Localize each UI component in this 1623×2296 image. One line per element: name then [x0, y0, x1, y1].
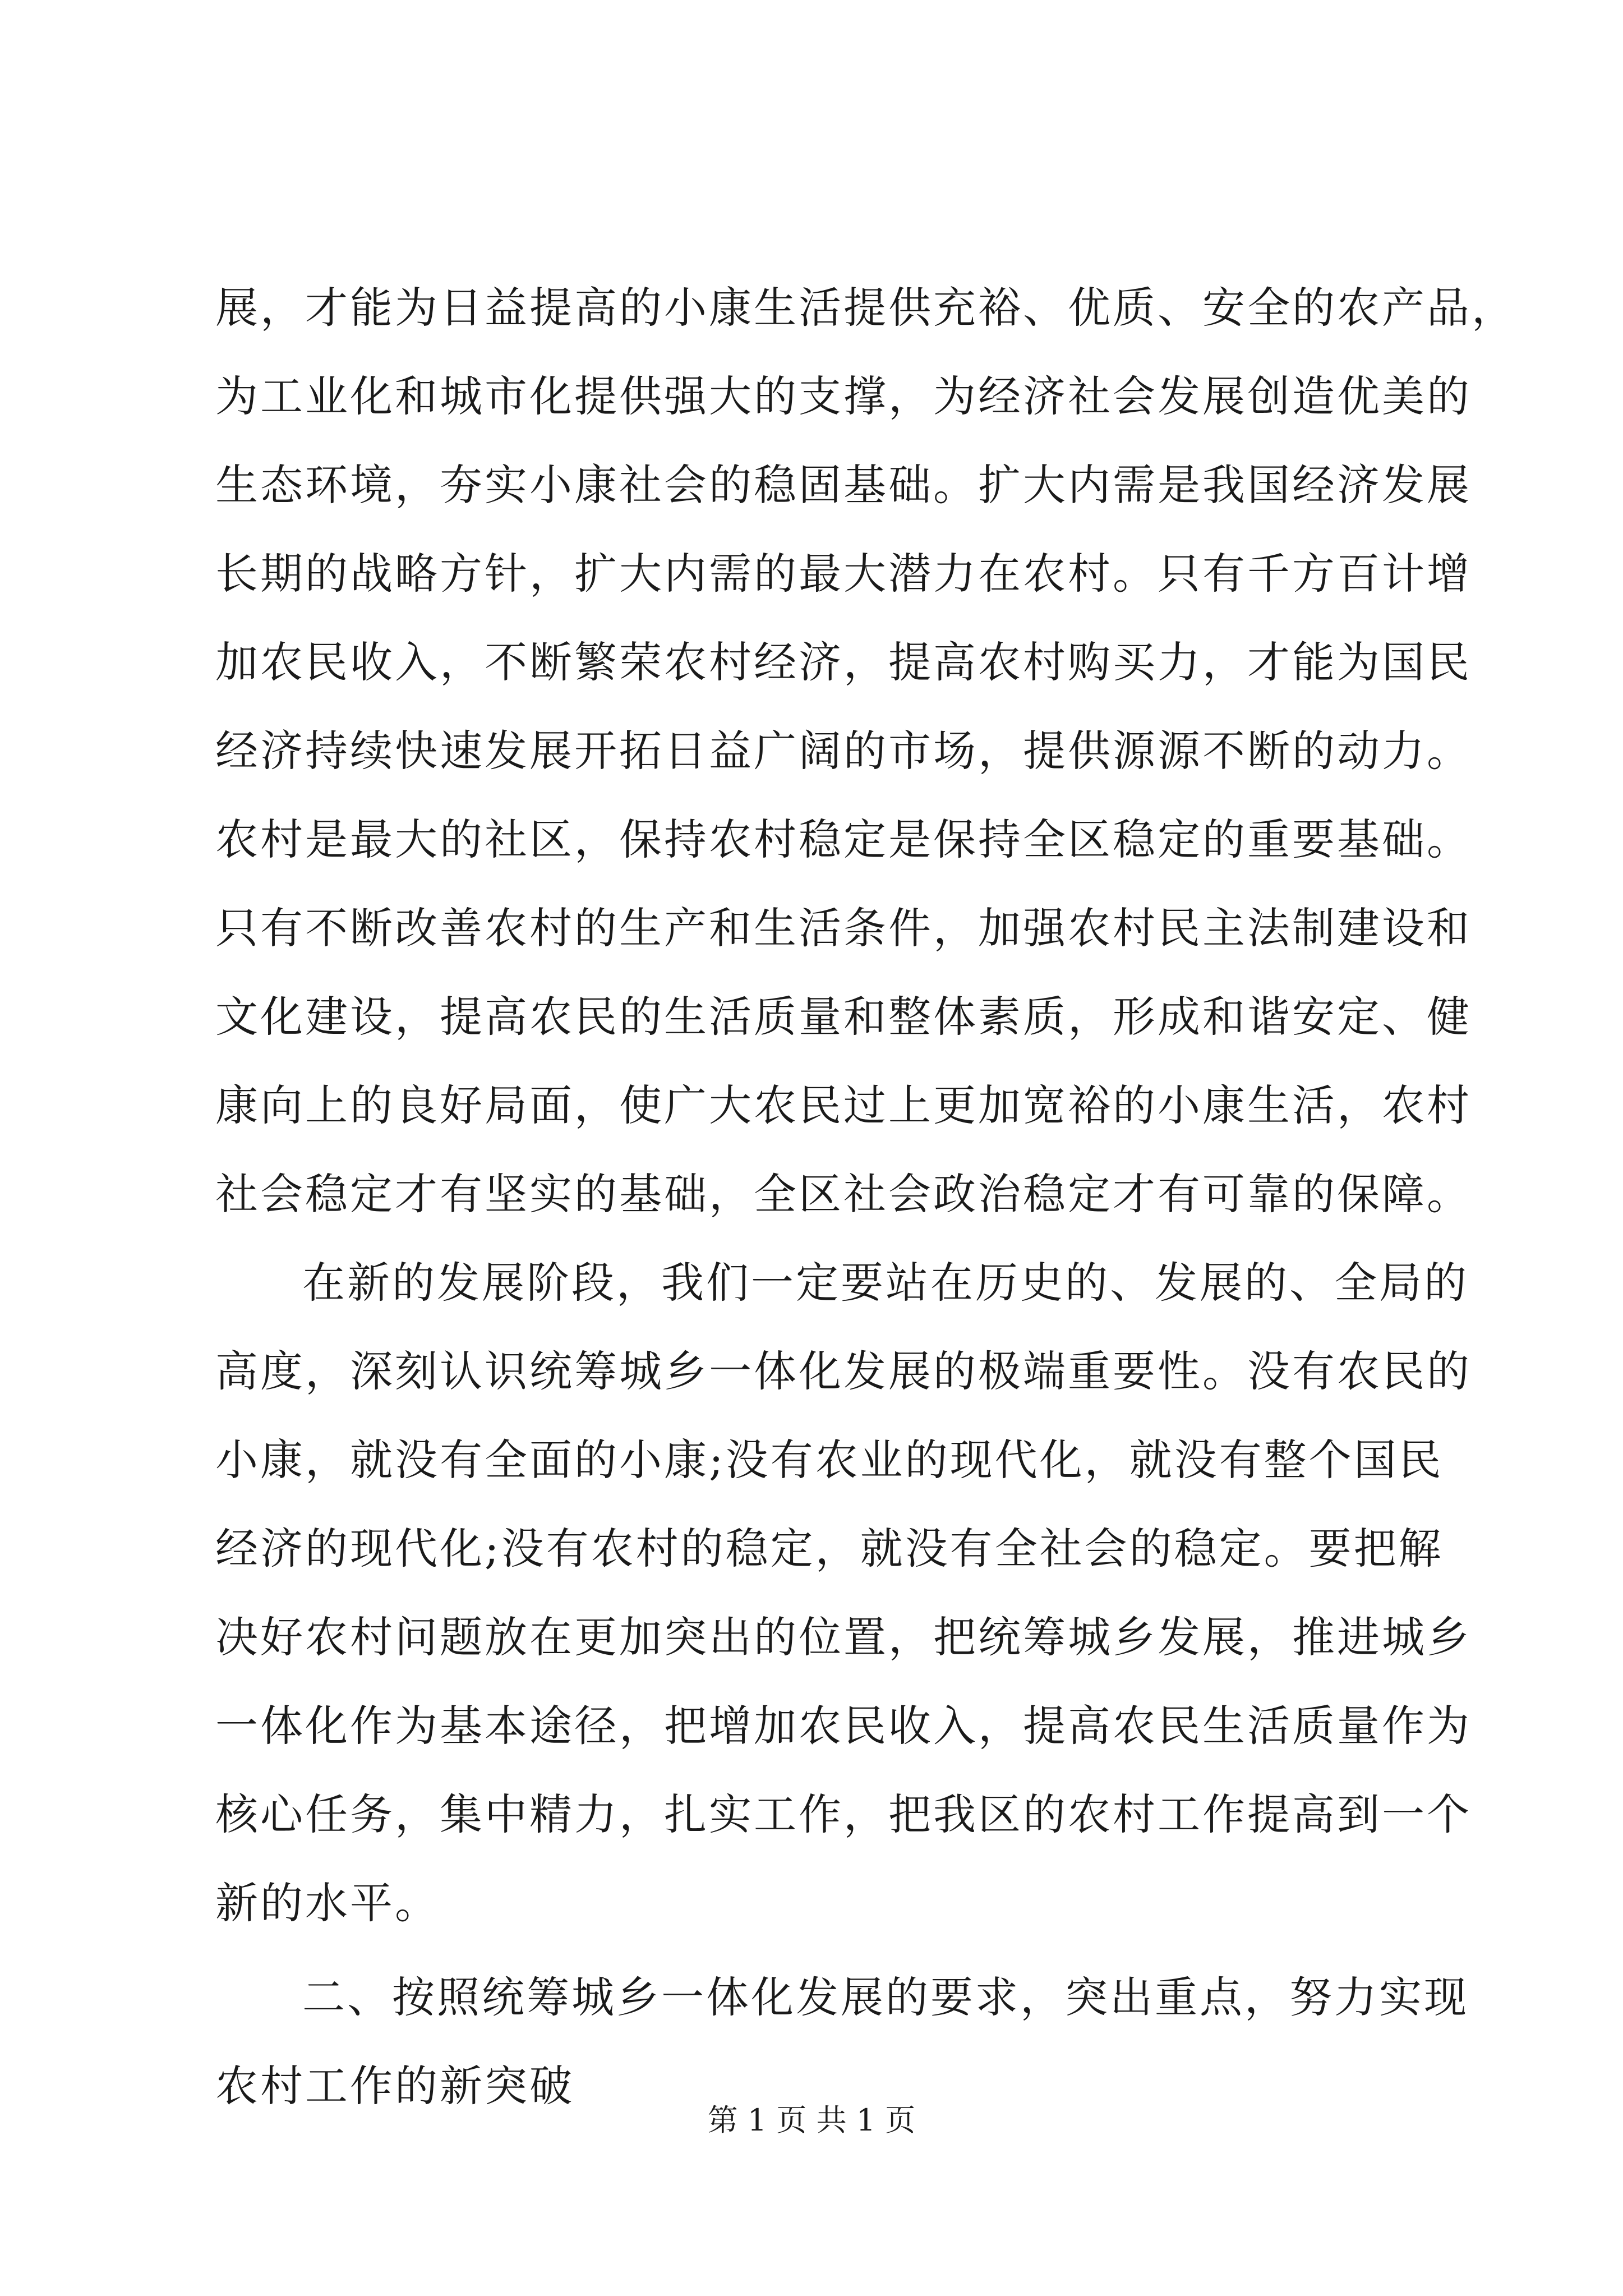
paragraph-1-line-3: 生态环境，夯实小康社会的稳固基础。扩大内需是我国经济发展: [215, 460, 1472, 510]
paragraph-2-line-5: 决好农村问题放在更加突出的位置，把统筹城乡发展，推进城乡: [215, 1612, 1472, 1662]
paragraph-2-line-4: 经济的现代化;没有农村的稳定，就没有全社会的稳定。要把解: [215, 1524, 1444, 1573]
paragraph-2-line-1: 在新的发展阶段，我们一定要站在历史的、发展的、全局的: [302, 1258, 1469, 1308]
paragraph-1-line-2: 为工业化和城市化提供强大的支撑，为经济社会发展创造优美的: [215, 371, 1472, 421]
section-heading-line-1: 二、按照统筹城乡一体化发展的要求，突出重点，努力实现: [302, 1972, 1469, 2022]
paragraph-1-line-10: 康向上的良好局面，使广大农民过上更加宽裕的小康生活，农村: [215, 1080, 1472, 1130]
paragraph-2-line-2: 高度，深刻认识统筹城乡一体化发展的极端重要性。没有农民的: [215, 1346, 1472, 1396]
paragraph-1-line-5: 加农民收入，不断繁荣农村经济，提高农村购买力，才能为国民: [215, 637, 1472, 687]
paragraph-1-line-7: 农村是最大的社区，保持农村稳定是保持全区稳定的重要基础。: [215, 815, 1472, 864]
paragraph-1-line-11: 社会稳定才有坚实的基础，全区社会政治稳定才有可靠的保障。: [215, 1169, 1472, 1219]
paragraph-2-line-7: 核心任务，集中精力，扎实工作，把我区的农村工作提高到一个: [215, 1789, 1472, 1839]
paragraph-2-line-3: 小康，就没有全面的小康;没有农业的现代化，就没有整个国民: [215, 1435, 1444, 1485]
page-number-label: 第 1 页 共 1 页: [707, 2102, 916, 2138]
paragraph-1-line-4: 长期的战略方针，扩大内需的最大潜力在农村。只有千方百计增: [215, 549, 1472, 599]
page-footer: [0, 2101, 1623, 2140]
document-body: [215, 264, 1516, 2131]
paragraph-1-line-9: 文化建设，提高农民的生活质量和整体素质，形成和谐安定、健: [215, 992, 1472, 1042]
paragraph-1-line-8: 只有不断改善农村的生产和生活条件，加强农村民主法制建设和: [215, 903, 1472, 953]
section-heading-line-2: 农村工作的新突破: [215, 2061, 574, 2111]
paragraph-1-line-1: 展，才能为日益提高的小康生活提供充裕、优质、安全的农产品，: [215, 283, 1516, 333]
paragraph-1-line-6: 经济持续快速发展开拓日益广阔的市场，提供源源不断的动力。: [215, 726, 1472, 776]
paragraph-2-line-8: 新的水平。: [215, 1878, 440, 1928]
paragraph-2-line-6: 一体化作为基本途径，把增加农民收入，提高农民生活质量作为: [215, 1701, 1472, 1751]
